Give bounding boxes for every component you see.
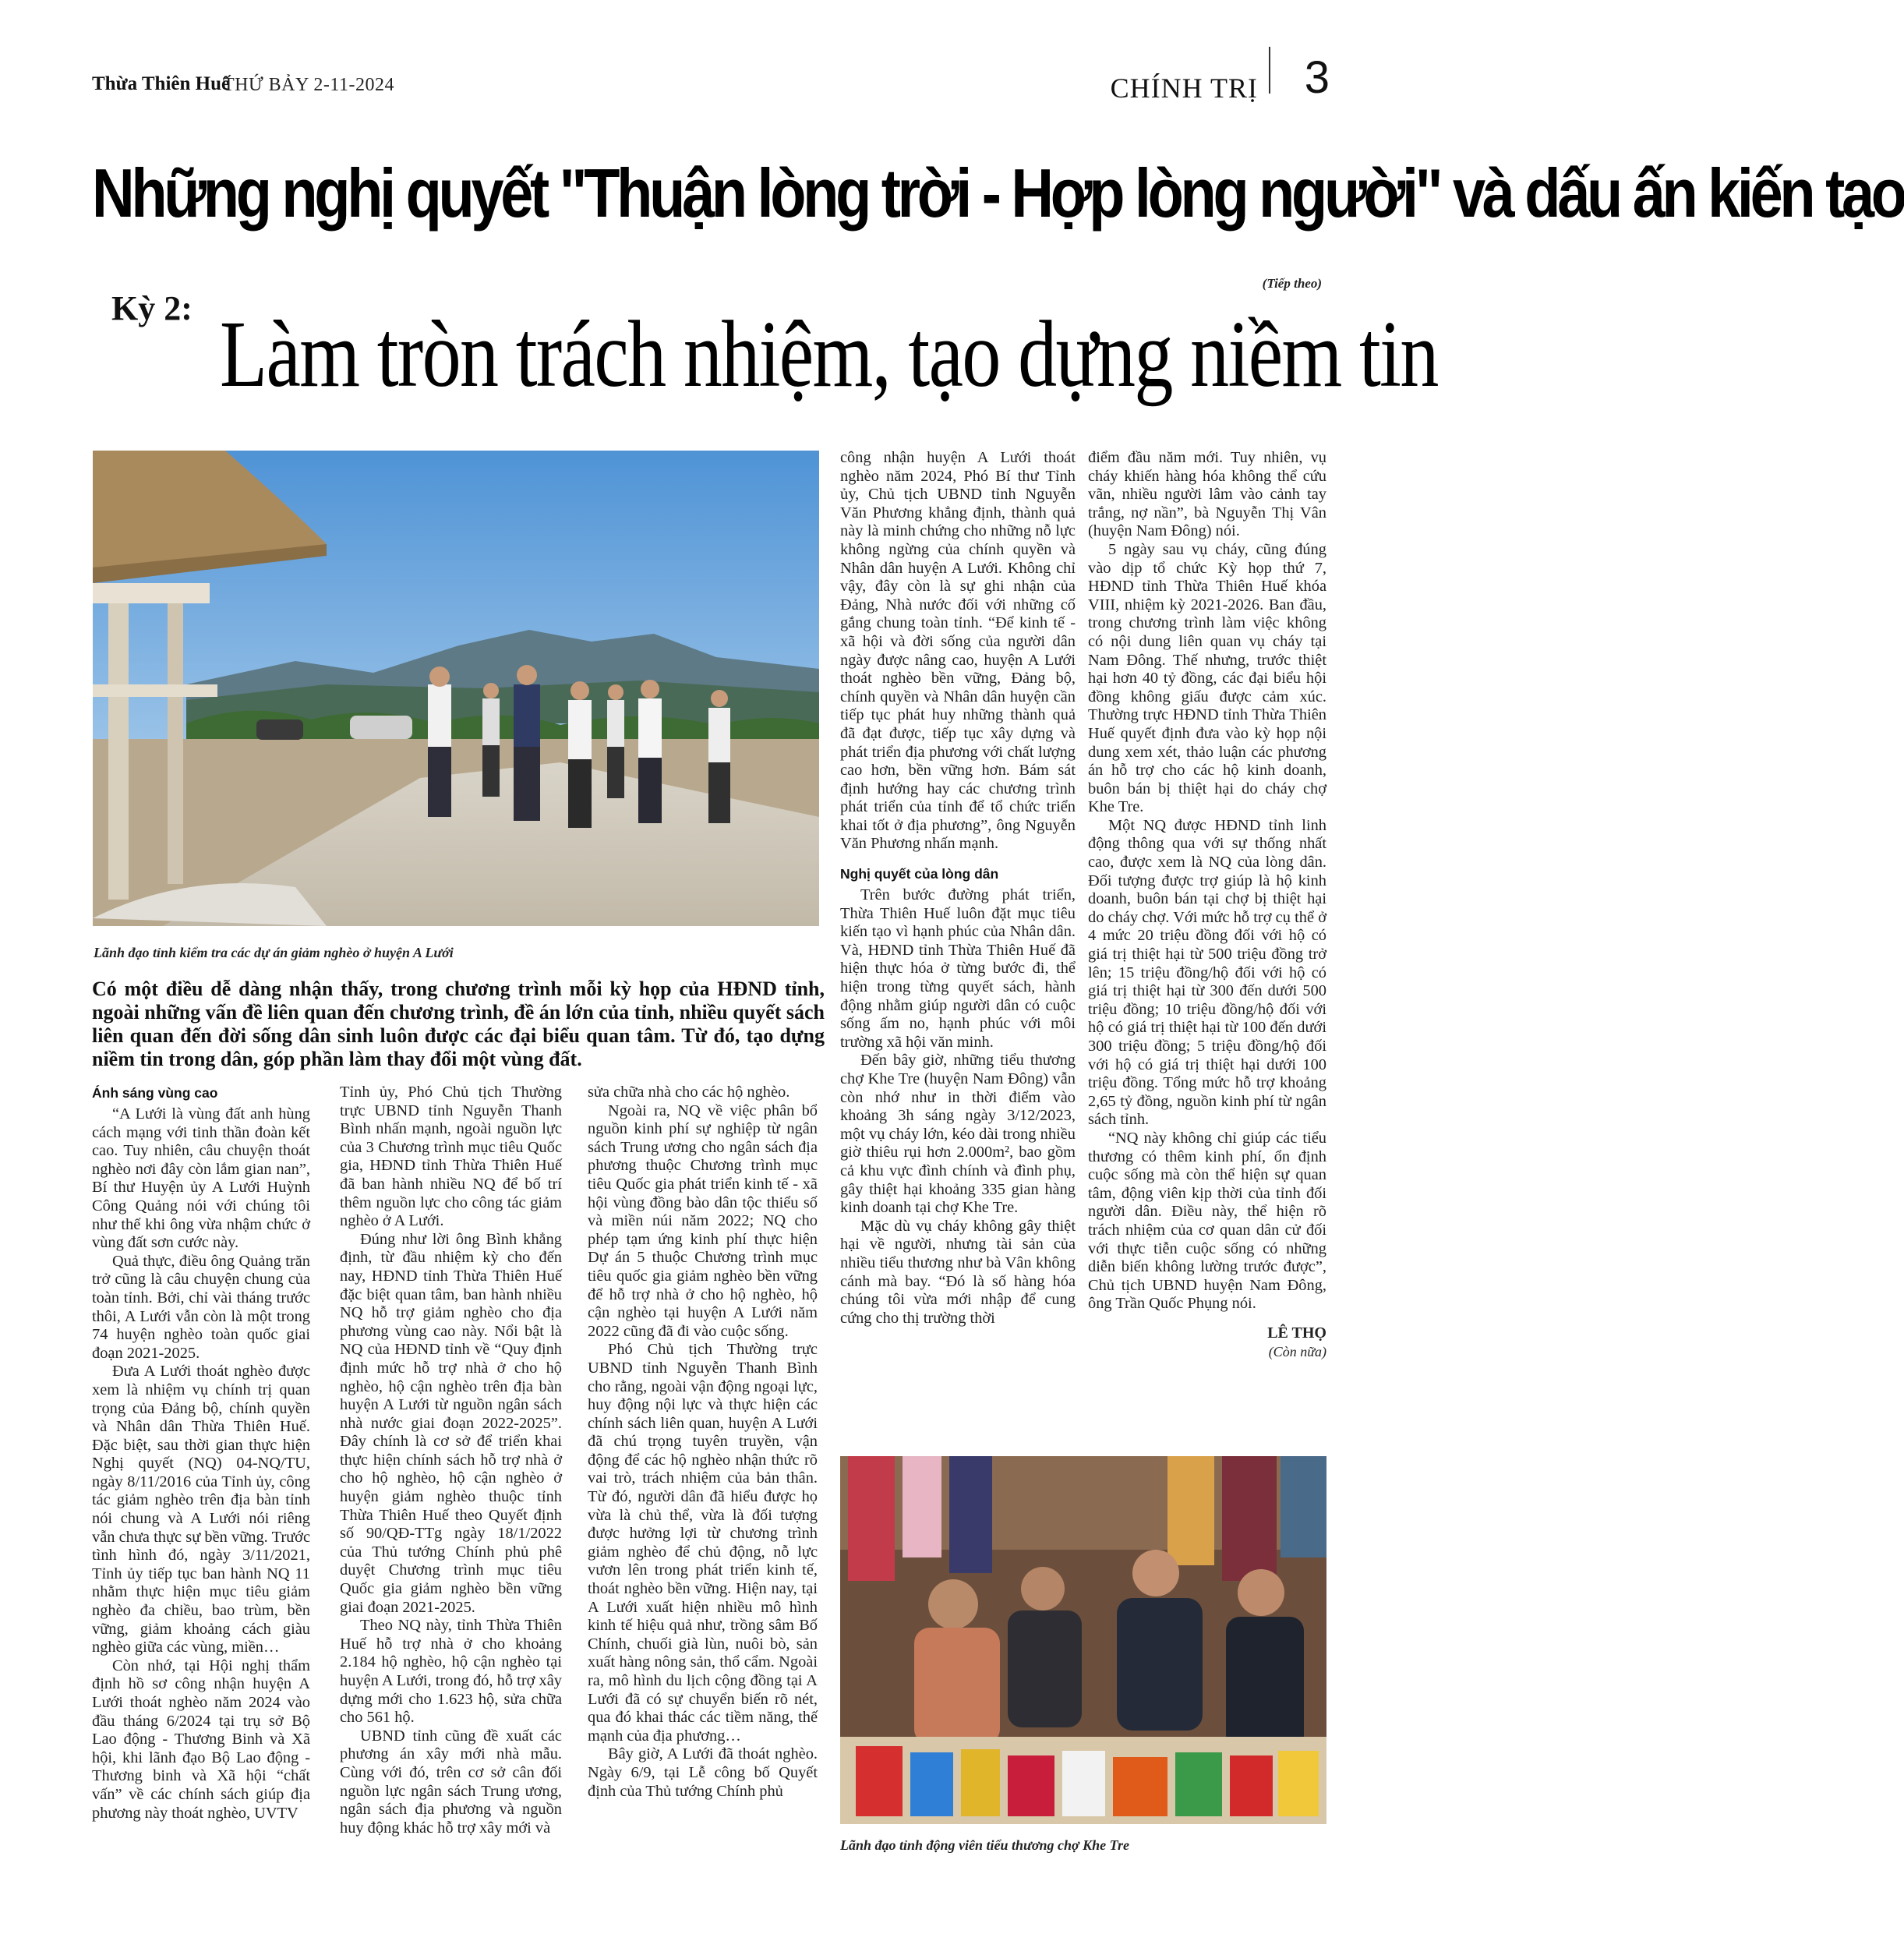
paragraph: Một NQ được HĐND tỉnh linh động thông qua với sự thống nhất cao, được xem là NQ của lòng dân. Đối tượng được trợ giúp là hộ kinh doanh, buôn bán tại chợ bị thiệt hại do cháy chợ. Với mức hỗ trợ cụ thể ở 4 mức 20 triệu đồng đối với hộ có giá trị thiệt hại từ 500 triệu đồng trở lên; 15 triệu đồng/hộ đối với hộ có giá trị thiệt hại từ 300 đến dưới 500 triệu đồng; 10 triệu đồng/hộ đối với hộ có giá trị thiệt hại từ 100 đến dưới 300 triệu đồng; 5 triệu đồng/hộ đối với hộ có giá trị thiệt hại dưới 100 triệu đồng. Tổng mức hỗ trợ khoảng 2,65 tỷ đồng, nguồn kinh phí từ ngân sách tỉnh. — [1088, 816, 1326, 1129]
article-column-5 — [1088, 449, 1326, 1361]
paragraph: Đúng như lời ông Bình khẳng định, từ đầu nhiệm kỳ cho đến nay, HĐND tỉnh Thừa Thiên Huế đặc biệt quan tâm, ban hành nhiều NQ hỗ trợ giảm nghèo cho địa phương vùng cao này. Nổi bật là NQ của HĐND tỉnh về “Quy định định mức hỗ trợ nhà ở cho hộ nghèo, hộ cận nghèo trên địa bàn huyện A Lưới từ nguồn ngân sách nhà nước giai đoạn 2022-2025”. Đây chính là cơ sở để triển khai thực hiện chính sách hỗ trợ nhà ở cho hộ nghèo, hộ cận nghèo ở huyện giảm nghèo thuộc tỉnh Thừa Thiên Huế theo Quyết định số 90/QĐ-TTg ngày 18/1/2022 của Thủ tướng Chính phủ phê duyệt Chương trình mục tiêu Quốc gia giảm nghèo bền vững giai đoạn 2021-2025. — [340, 1230, 562, 1616]
subheading-long-dan: Nghị quyết của lòng dân — [840, 866, 999, 882]
paragraph: Phó Chủ tịch Thường trực UBND tỉnh Nguyễn Thanh Bình cho rằng, ngoài vận động ngoại lực, huy động nội lực và thực hiện các chính sách liên quan, huyện A Lưới đã chú trọng tuyên truyền, vận động để các hộ nghèo nhận thức rõ vai trò, trách nhiệm của bản thân. Từ đó, người dân đã hiểu được họ vừa là chủ thể, vừa là đối tượng được hưởng lợi từ chương trình giảm nghèo để chủ động, nỗ lực vươn lên trong phát triển kinh tế, thoát nghèo bền vững. Hiện nay, tại A Lưới xuất hiện nhiều mô hình kinh tế hiệu quả như, trồng sâm Bố Chính, chuối già lùn, nuôi bò, sản xuất hàng nông sản, thổ cẩm. Ngoài ra, mô hình du lịch cộng đồng tại A Lưới đã có sự chuyển biến rõ nét, qua đó khai thác các tiềm năng, thế mạnh của địa phương… — [588, 1341, 818, 1745]
photo-market-visit-image — [840, 1456, 1326, 1824]
photo-site-inspection-caption: Lãnh đạo tỉnh kiểm tra các dự án giảm nghèo ở huyện A Lưới — [94, 945, 454, 960]
subheading-vung-cao: Ánh sáng vùng cao — [92, 1085, 218, 1101]
paragraph: sửa chữa nhà cho các hộ nghèo. — [588, 1084, 790, 1101]
photo-market-visit — [840, 1456, 1326, 1824]
paragraph: Tỉnh ủy, Phó Chủ tịch Thường trực UBND tỉnh Nguyễn Thanh Bình nhấn mạnh, ngoài nguồn lực của 3 Chương trình mục tiêu Quốc gia, HĐND tỉnh Thừa Thiên Huế đã ban hành nhiều NQ để bố trí thêm nguồn lực cho công tác giảm nghèo ở A Lưới. — [340, 1084, 562, 1230]
paragraph: Mặc dù vụ cháy không gây thiệt hại về người, nhưng tài sản của nhiều tiểu thương như bà Vân không cánh mà bay. “Đó là số hàng hóa chúng tôi vừa mới nhập để cung cứng cho thị trường thời — [840, 1217, 1076, 1327]
lead-paragraph: Có một điều dễ dàng nhận thấy, trong chương trình mỗi kỳ họp của HĐND tỉnh, ngoài những vấn đề liên quan đến chương trình, đề án lớn của tỉnh, nhiều quyết sách liên quan đến đời sống dân sinh luôn được các đại biểu quan tâm. Từ đó, tạo dựng niềm tin trong dân, góp phần làm thay đổi một vùng đất. — [92, 978, 825, 1070]
paragraph: Quả thực, điều ông Quảng trăn trở cũng là câu chuyện chung của toàn tỉnh. Bởi, chỉ vài tháng trước thôi, A Lưới vẫn còn là một trong 74 huyện nghèo toàn quốc giai đoạn 2021-2025. — [92, 1252, 310, 1362]
masthead-divider — [1269, 47, 1270, 94]
paragraph: Theo NQ này, tỉnh Thừa Thiên Huế hỗ trợ nhà ở cho khoảng 2.184 hộ nghèo, hộ cận nghèo tại huyện A Lưới, trong đó, hỗ trợ xây dựng mới cho 1.623 hộ, sửa chữa cho 561 hộ. — [340, 1617, 562, 1727]
episode-label: Kỳ 2: — [111, 289, 193, 327]
photo-site-inspection-image — [93, 451, 819, 926]
paragraph: công nhận huyện A Lưới thoát nghèo năm 2024, Phó Bí thư Tỉnh ủy, Chủ tịch UBND tỉnh Nguyễn Văn Phương khẳng định, thành quả này là minh chứng cho những nỗ lực không ngừng của chính quyền và Nhân dân huyện A Lưới. Không chỉ vậy, đây còn là sự ghi nhận của Đảng, Nhà nước đối với những cố gắng chung toàn tỉnh. “Để kinh tế - xã hội và đời sống của người dân ngày được nâng cao, huyện A Lưới thoát nghèo bền vững, Đảng bộ, chính quyền và Nhân dân huyện cần tiếp tục phát huy những thành quả đã đạt được, tiếp tục xây dựng và phát triển địa phương với chất lượng cao hơn, bền vững hơn. Bám sát định hướng hay các chương trình phát triển của tỉnh để tổ chức triển khai tốt ở địa phương”, ông Nguyễn Văn Phương nhấn mạnh. — [840, 449, 1076, 853]
photo-site-inspection — [93, 451, 819, 926]
paragraph: “NQ này không chỉ giúp các tiểu thương có thêm kinh phí, ổn định cuộc sống mà còn thể hiện sự quan tâm, động viên kịp thời của tỉnh đối người dân. Điều này, thể hiện rõ trách nhiệm của cơ quan dân cử đối với thực tiễn cuộc sống có những diễn biến không lường trước được”, Chủ tịch UBND huyện Nam Đông, ông Trần Quốc Phụng nói. — [1088, 1129, 1326, 1313]
article-column-1 — [92, 1084, 310, 1823]
page-number: 3 — [1304, 52, 1330, 103]
series-title: Những nghị quyết "Thuận lòng trời - Hợp lòng người" và dấu ấn kiến tạo — [92, 154, 1904, 232]
to-be-continued-note: (Còn nữa) — [1268, 1343, 1326, 1359]
paragraph: Ngoài ra, NQ về việc phân bổ nguồn kinh phí sự nghiệp từ ngân sách Trung ương cho ngân sách địa phương thuộc Chương trình mục tiêu Quốc gia phát triển kinh tế - xã hội vùng đồng bào dân tộc thiểu số và miền núi năm 2022; NQ cho phép tạm ứng kinh phí thực hiện Dự án 5 thuộc Chương trình mục tiêu quốc gia giảm nghèo bền vững để hỗ trợ nhà ở cho hộ nghèo, hộ cận nghèo tại huyện A Lưới năm 2022 cũng đã đi vào cuộc sống. — [588, 1101, 818, 1340]
paragraph: UBND tỉnh cũng đề xuất các phương án xây mới nhà mẫu. Cùng với đó, trên cơ sở cân đối nguồn lực ngân sách Trung ương, ngân sách địa phương và nguồn huy động khác hỗ trợ xây mới và — [340, 1727, 562, 1837]
continued-note: (Tiếp theo) — [1262, 276, 1322, 291]
section-name: CHÍNH TRỊ — [1110, 72, 1258, 104]
paragraph: Đưa A Lưới thoát nghèo được xem là nhiệm vụ chính trị quan trọng của Đảng bộ, chính quyền và Nhân dân Thừa Thiên Huế. Đặc biệt, sau thời gian thực hiện Nghị quyết (NQ) 04-NQ/TU, ngày 8/11/2016 của Tỉnh ủy, công tác giảm nghèo trên địa bàn tỉnh nói chung và A Lưới nói riêng vẫn chưa thực sự bền vững. Trước tình hình đó, ngày 3/11/2021, Tỉnh ủy tiếp tục ban hành NQ 11 nhằm thực hiện mục tiêu giảm nghèo đa chiều, bao trùm, bền vững, giảm khoảng cách giàu nghèo giữa các vùng, miền… — [92, 1363, 310, 1656]
headline: Làm tròn trách nhiệm, tạo dựng niềm tin — [220, 302, 1438, 407]
paragraph: “A Lưới là vùng đất anh hùng cách mạng với tinh thần đoàn kết cao. Tuy nhiên, câu chuyện thoát nghèo nơi đây còn lắm gian nan”, Bí thư Huyện ủy A Lưới Huỳnh Công Quảng nói với chúng tôi như thế khi ông vừa nhậm chức ở vùng đất sơn cước này. — [92, 1105, 310, 1252]
paragraph: điểm đầu năm mới. Tuy nhiên, vụ cháy khiến hàng hóa không thể cứu vãn, nhiều người lâm vào cảnh tay trắng, nợ nần”, bà Nguyễn Thị Vân (huyện Nam Đông) nói. — [1088, 449, 1326, 540]
paragraph: Còn nhớ, tại Hội nghị thẩm định hồ sơ công nhận huyện A Lưới thoát nghèo năm 2024 vào đầu tháng 6/2024 tại trụ sở Bộ Lao động - Thương Binh và Xã hội, khi lãnh đạo Bộ Lao động - Thương binh và Xã hội “chất vấn” về các chính sách giúp địa phương này thoát nghèo, UVTV — [92, 1656, 310, 1822]
author-byline: LÊ THỌ — [1267, 1324, 1326, 1342]
article-column-2 — [340, 1084, 562, 1837]
masthead — [92, 52, 1330, 104]
paragraph: 5 ngày sau vụ cháy, cũng đúng vào dịp tổ chức Kỳ họp thứ 7, HĐND tỉnh Thừa Thiên Huế khóa VIII, nhiệm kỳ 2021-2026. Ban đầu, trong chương trình làm việc không có nội dung liên quan vụ cháy tại Nam Đông. Thế nhưng, trước thiệt hại hơn 40 tỷ đồng, các đại biểu hội đồng không giấu được cảm xúc. Thường trực HĐND tỉnh Thừa Thiên Huế quyết định đưa vào kỳ họp nội dung xem xét, thảo luận các phương án hỗ trợ cho các hộ kinh doanh, buôn bán bị thiệt hại do cháy chợ Khe Tre. — [1088, 540, 1326, 816]
article-column-3 — [588, 1084, 818, 1801]
paragraph: Đến bây giờ, những tiểu thương chợ Khe Tre (huyện Nam Đông) vẫn còn nhớ như in thời điểm vào khoảng 3h sáng ngày 3/12/2023, một vụ cháy lớn, kéo dài trong nhiều giờ thiêu rụi hơn 2.000m², bao gồm cả khu vực đình chính và đình phụ, gây thiệt hại khoảng 335 gian hàng kinh doanh tại chợ Khe Tre. — [840, 1052, 1076, 1217]
photo-market-visit-caption: Lãnh đạo tỉnh động viên tiểu thương chợ Khe Tre — [840, 1837, 1129, 1853]
issue-date: THỨ BẢY 2-11-2024 — [223, 75, 394, 95]
paragraph: Bây giờ, A Lưới đã thoát nghèo. Ngày 6/9, tại Lễ công bố Quyết định của Thủ tướng Chính phủ — [588, 1745, 818, 1800]
paragraph: Trên bước đường phát triển, Thừa Thiên Huế luôn đặt mục tiêu kiến tạo vì hạnh phúc của Nhân dân. Và, HĐND tỉnh Thừa Thiên Huế đã hiện thực hóa ở từng bước đi, thể hiện trong từng quyết sách, hành động nhằm giúp người dân có cuộc sống ấm no, hạnh phúc với môi trường xã hội văn minh. — [840, 886, 1076, 1051]
newspaper-name: Thừa Thiên Huế — [92, 73, 231, 94]
article-column-4 — [840, 449, 1076, 1328]
